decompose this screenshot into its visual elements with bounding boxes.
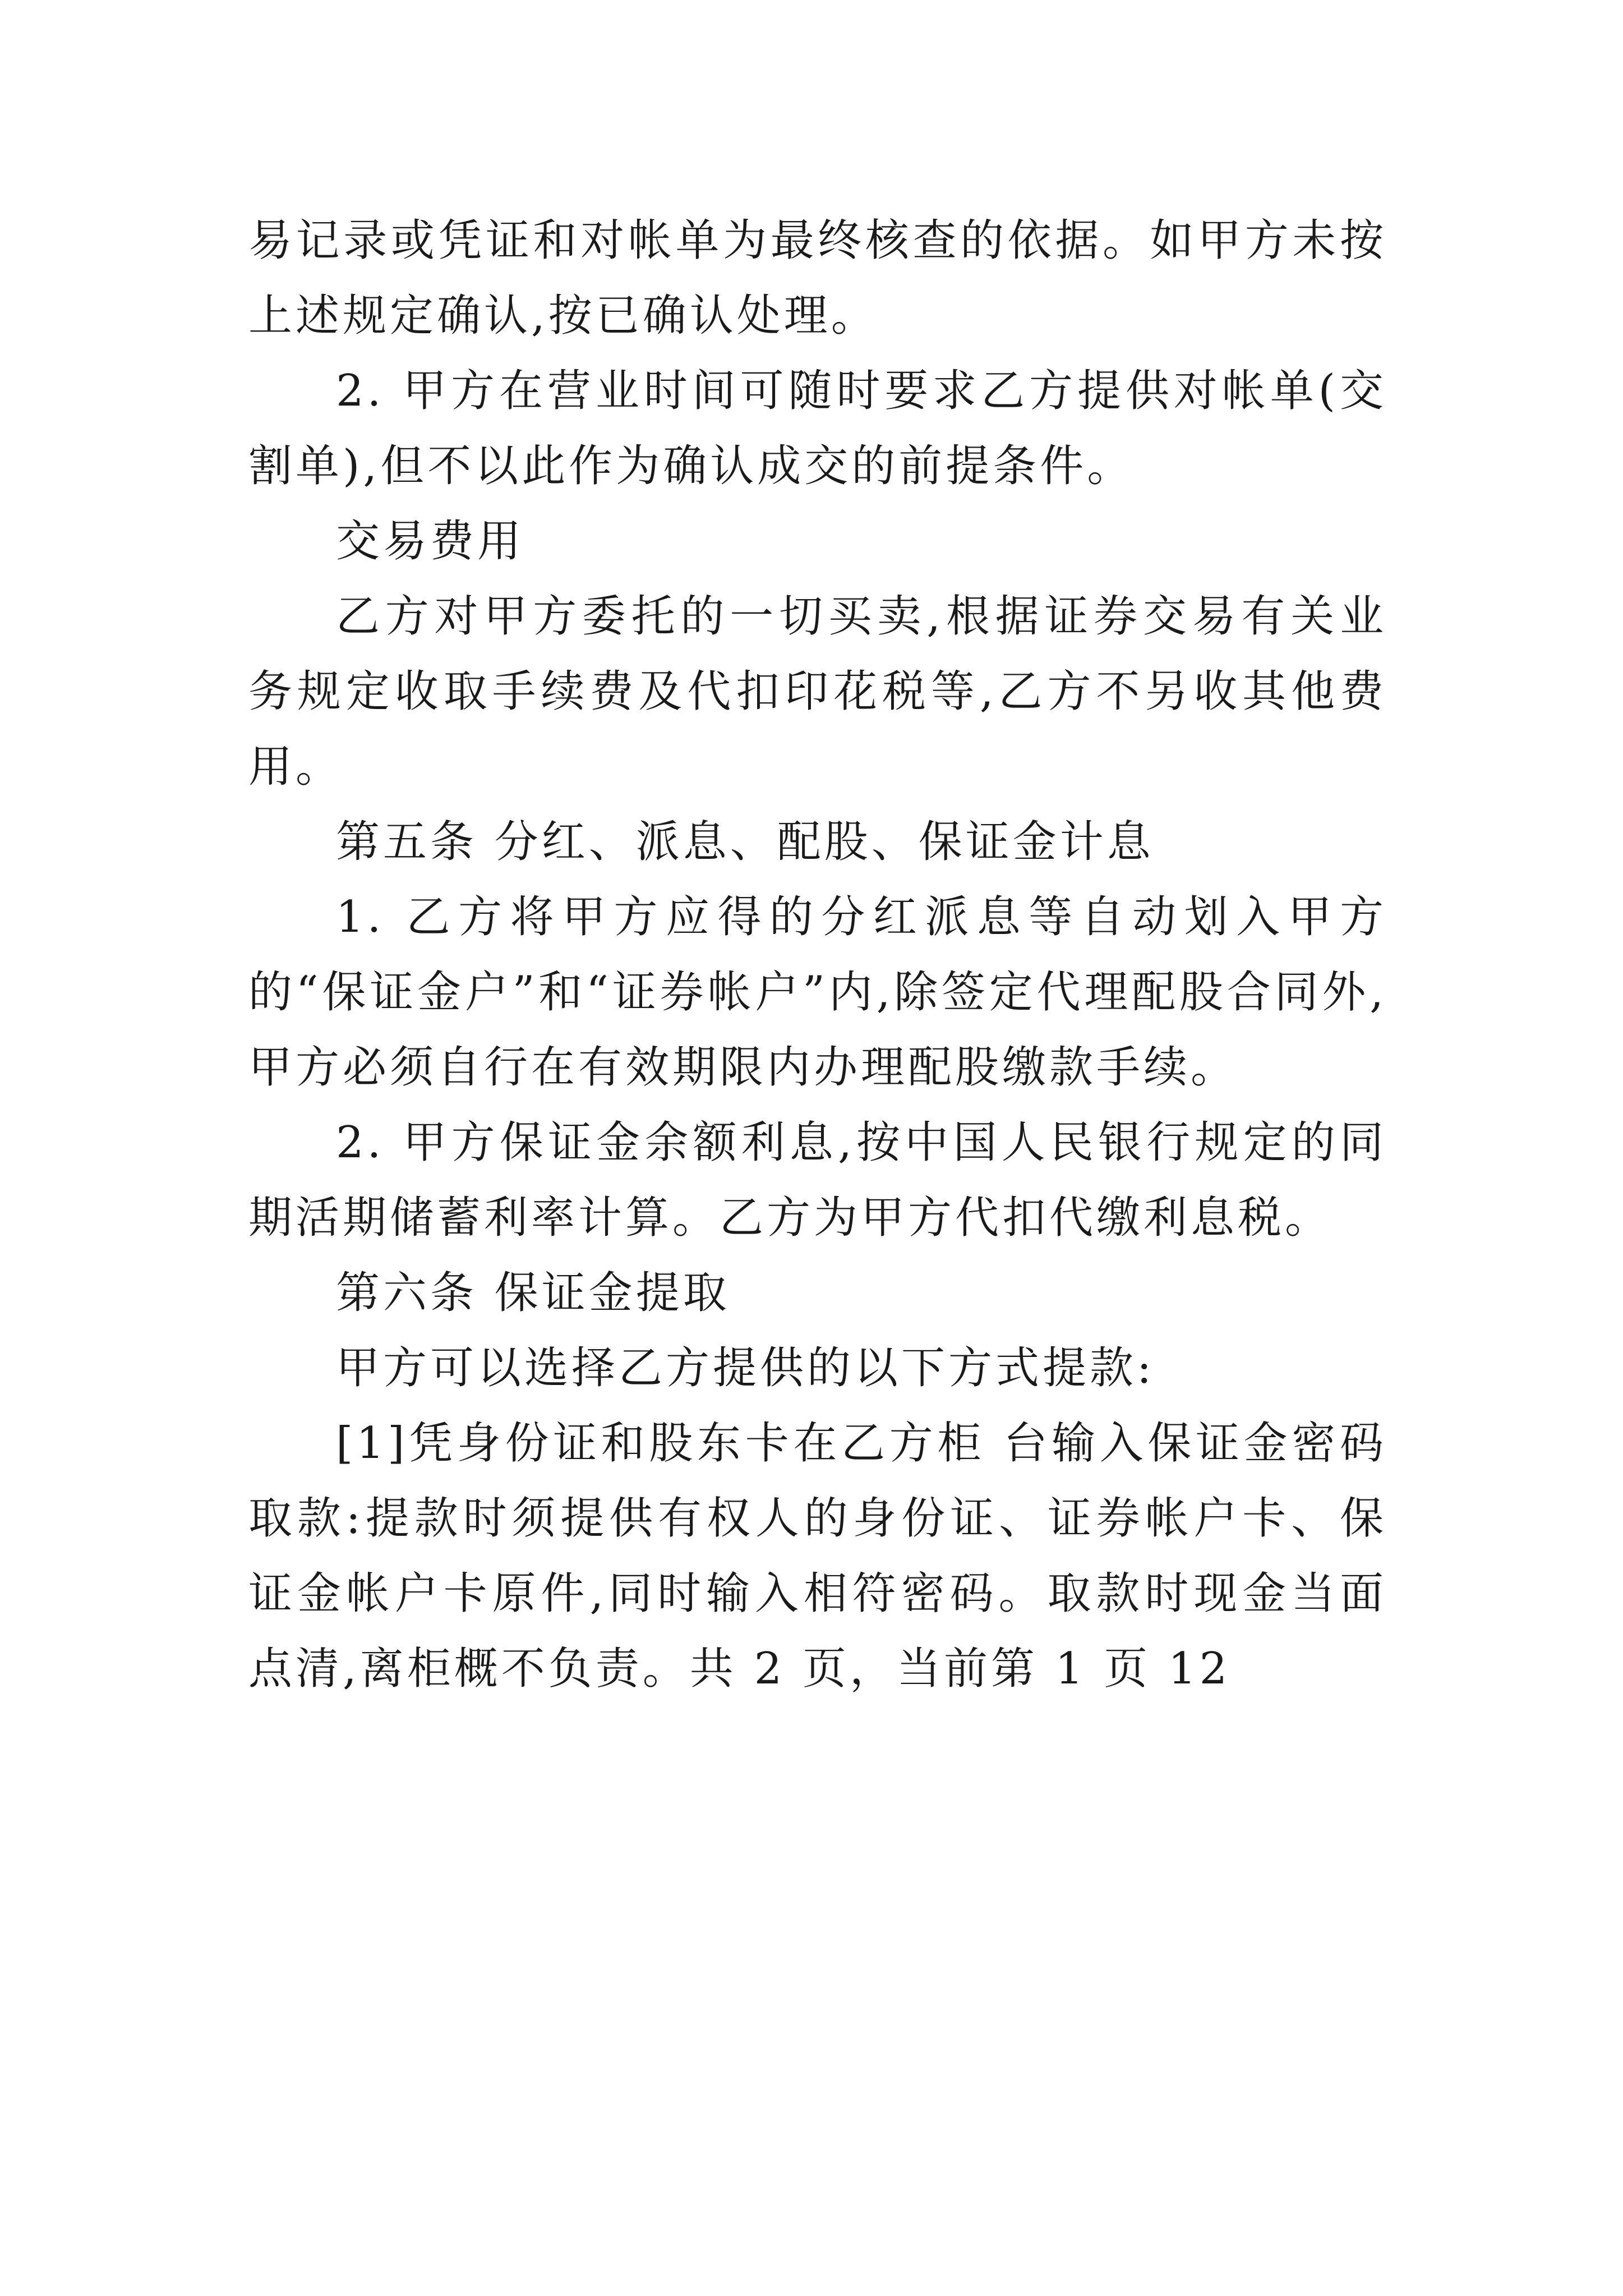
paragraph-continued: 易记录或凭证和对帐单为最终核查的依据。如甲方未按上述规定确认,按已确认处理。: [248, 215, 1387, 341]
paragraph-fees: 乙方对甲方委托的一切买卖,根据证券交易有关业务规定收取手续费及代扣印花税等,乙方不另收其他费用。: [248, 591, 1387, 792]
paragraph-dividends: 1. 乙方将甲方应得的分红派息等自动划入甲方的“保证金户”和“证券帐户”内,除签定代理配股合同外,甲方必须自行在有效期限内办理配股缴款手续。: [248, 892, 1387, 1093]
paragraph-statement-request: 2. 甲方在营业时间可随时要求乙方提供对帐单(交割单),但不以此作为确认成交的前提条件。: [248, 366, 1387, 491]
paragraph-interest: 2. 甲方保证金余额利息,按中国人民银行规定的同期活期储蓄利率计算。乙方为甲方代扣代缴利息税。: [248, 1117, 1387, 1243]
paragraph-withdrawal-options: 甲方可以选择乙方提供的以下方式提款:: [336, 1343, 1155, 1393]
document-body: [248, 203, 1387, 1706]
section-heading-fees: 交易费用: [336, 516, 525, 567]
article-heading-5: 第五条 分红、派息、配股、保证金计息: [336, 817, 1154, 867]
article-heading-6: 第六条 保证金提取: [336, 1268, 730, 1318]
paragraph-withdrawal-method-1: [1]凭身份证和股东卡在乙方柜 台输入保证金密码取款:提款时须提供有权人的身份证、证券帐户卡、保证金帐户卡原件,同时输入相符密码。取款时现金当面点清,离柜概不负责。共 2 页，当前第 1 页 12: [248, 1418, 1387, 1694]
